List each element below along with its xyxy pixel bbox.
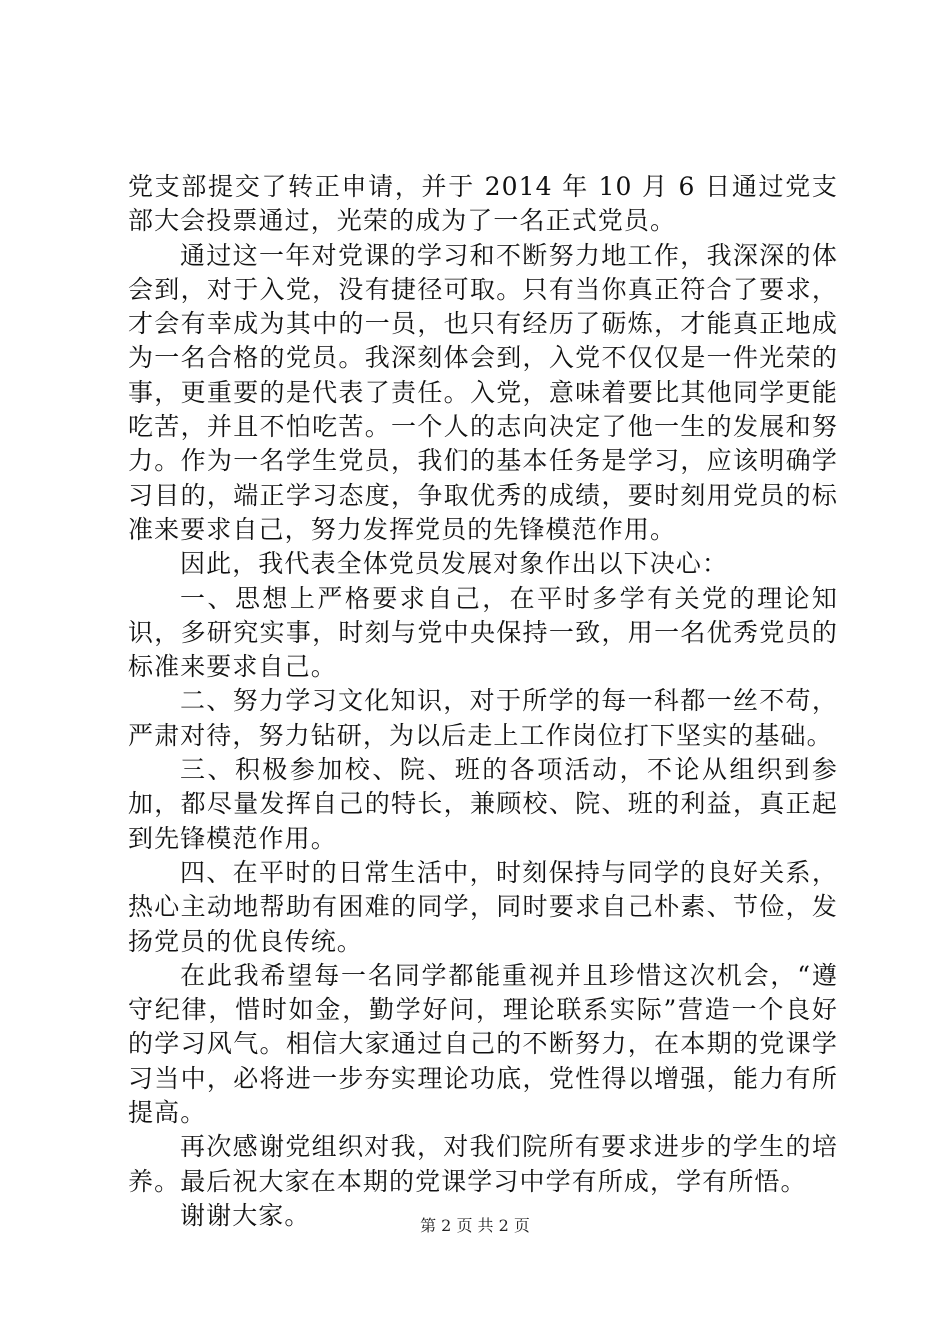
- paragraph-6: 三、积极参加校、院、班的各项活动，不论从组织到参加，都尽量发挥自己的特长，兼顾校、院、班的利益，真正起到先锋模范作用。: [128, 755, 838, 853]
- page-footer: 第 2 页 共 2 页: [420, 1216, 530, 1235]
- document-body: [128, 170, 838, 1233]
- paragraph-3: 因此，我代表全体党员发展对象作出以下决心：: [180, 549, 729, 579]
- paragraph-8: 在此我希望每一名同学都能重视并且珍惜这次机会，“遵守纪律，惜时如金，勤学好问，理论联系实际”营造一个良好的学习风气。相信大家通过自己的不断努力，在本期的党课学习当中，必将进一步夯实理论功底，党性得以增强，能力有所提高。: [128, 960, 838, 1128]
- paragraph-1: 党支部提交了转正申请，并于 2014 年 10 月 6 日通过党支部大会投票通过，光荣的成为了一名正式党员。: [128, 172, 838, 236]
- paragraph-9: 再次感谢党组织对我，对我们院所有要求进步的学生的培养。最后祝大家在本期的党课学习中学有所成，学有所悟。: [128, 1132, 838, 1196]
- paragraph-5: 二、努力学习文化知识，对于所学的每一科都一丝不苟，严肃对待，努力钻研，为以后走上工作岗位打下坚实的基础。: [128, 686, 838, 750]
- paragraph-10: 谢谢大家。: [180, 1200, 311, 1230]
- paragraph-2: 通过这一年对党课的学习和不断努力地工作，我深深的体会到，对于入党，没有捷径可取。只有当你真正符合了要求，才会有幸成为其中的一员，也只有经历了砺炼，才能真正地成为一名合格的党员。我深刻体会到，入党不仅仅是一件光荣的事，更重要的是代表了责任。入党，意味着要比其他同学更能吃苦，并且不怕吃苦。一个人的志向决定了他一生的发展和努力。作为一名学生党员，我们的基本任务是学习，应该明确学习目的，端正学习态度，争取优秀的成绩，要时刻用党员的标准来要求自己，努力发挥党员的先锋模范作用。: [128, 240, 838, 544]
- paragraph-7: 四、在平时的日常生活中，时刻保持与同学的良好关系，热心主动地帮助有困难的同学，同时要求自己朴素、节俭，发扬党员的优良传统。: [128, 857, 838, 956]
- paragraph-4: 一、思想上严格要求自己，在平时多学有关党的理论知识，多研究实事，时刻与党中央保持一致，用一名优秀党员的标准来要求自己。: [128, 583, 838, 682]
